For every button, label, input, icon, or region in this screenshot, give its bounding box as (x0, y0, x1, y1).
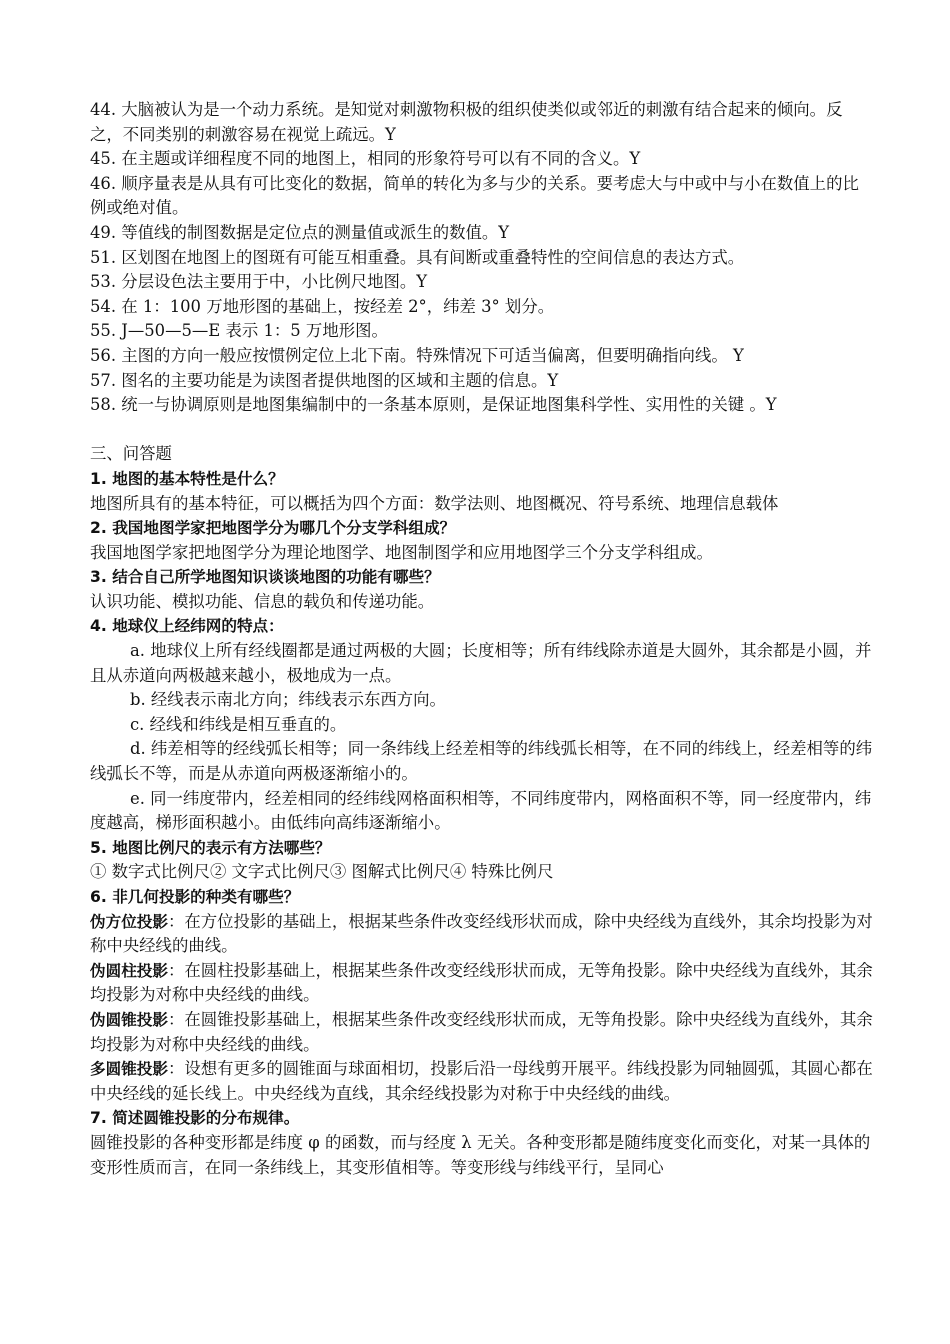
judgment-45: 45. 在主题或详细程度不同的地图上，相同的形象符号可以有不同的含义。Y (90, 149, 641, 169)
judgment-54: 54. 在 1：100 万地形图的基础上，按经差 2°，纬差 3° 划分。 (90, 296, 555, 316)
judgment-56: 56. 主图的方向一般应按惯例定位上北下南。特殊情况下可适当偏离，但要明确指向线。 Y (90, 345, 744, 365)
judgment-57: 57. 图名的主要功能是为读图者提供地图的区域和主题的信息。Y (90, 370, 559, 390)
answer-6c (90, 1008, 875, 1057)
answer-4d: d. 纬差相等的经线弧长相等；同一条纬线上经差相等的纬线弧长相等，在不同的纬线上，经差相等的纬线弧长不等，而是从赤道向两极逐渐缩小的。 (90, 739, 873, 784)
term-pseudo-conic: 伪圆锥投影 (90, 1010, 168, 1029)
answer-6c-text: ：在圆锥投影基础上，根据某些条件改变经线形状而成，无等角投影。除中央经线为直线外，其余均投影为对称中央经线的曲线。 (90, 1009, 873, 1054)
question-7: 7. 简述圆锥投影的分布规律。 (90, 1109, 300, 1128)
answer-1: 地图所具有的基本特征，可以概括为四个方面：数学法则、地图概况、符号系统、地理信息载体 (90, 493, 779, 513)
document-page (90, 98, 875, 1180)
judgment-46: 46. 顺序量表是从具有可比变化的数据，简单的转化为多与少的关系。要考虑大与中或中与小在数值上的比例或绝对值。 (90, 173, 859, 218)
answer-5: ① 数字式比例尺② 文字式比例尺③ 图解式比例尺④ 特殊比例尺 (90, 862, 554, 882)
answer-6d (90, 1057, 875, 1106)
question-5: 5. 地图比例尺的表示有方法哪些？ (90, 838, 331, 857)
judgment-51: 51. 区划图在地图上的图斑有可能互相重叠。具有间断或重叠特性的空间信息的表达方式。 (90, 247, 745, 267)
judgment-53: 53. 分层设色法主要用于中，小比例尺地图。Y (90, 272, 428, 292)
question-2: 2. 我国地图学家把地图学分为哪几个分支学科组成？ (90, 519, 456, 538)
question-3: 3. 结合自己所学地图知识谈谈地图的功能有哪些？ (90, 568, 440, 587)
answer-6b (90, 959, 875, 1008)
answer-4b: b. 经线表示南北方向；纬线表示东西方向。 (130, 690, 446, 710)
answer-4e: e. 同一纬度带内，经差相同的经纬线网格面积相等，不同纬度带内，网格面积不等，同一经度带内，纬度越高，梯形面积越小。由低纬向高纬逐渐缩小。 (90, 788, 872, 833)
spacer (90, 418, 875, 443)
question-4: 4. 地球仪上经纬网的特点： (90, 617, 284, 636)
answer-6b-text: ：在圆柱投影基础上，根据某些条件改变经线形状而成，无等角投影。除中央经线为直线外，其余均投影为对称中央经线的曲线。 (90, 960, 873, 1005)
question-6: 6. 非几何投影的种类有哪些？ (90, 888, 300, 906)
answer-4a: a. 地球仪上所有经线圈都是通过两极的大圆；长度相等；所有纬线除赤道是大圆外，其余都是小圆，并且从赤道向两极越来越小，极地成为一点。 (90, 641, 872, 685)
answer-6a (90, 910, 875, 959)
question-1: 1. 地图的基本特性是什么？ (90, 469, 284, 488)
judgment-58: 58. 统一与协调原则是地图集编制中的一条基本原则，是保证地图集科学性、实用性的关键 。Y (90, 395, 777, 415)
answer-6a-text: ：在方位投影的基础上，根据某些条件改变经线形状而成，除中央经线为直线外，其余均投影为对称中央经线的曲线。 (90, 911, 873, 956)
term-pseudo-azimuthal: 伪方位投影 (90, 912, 168, 931)
section-title: 三、问答题 (90, 444, 172, 464)
term-polyconic: 多圆锥投影 (90, 1060, 168, 1079)
judgment-55: 55. J—50—5—E 表示 1：5 万地形图。 (90, 321, 388, 341)
term-pseudo-cylindrical: 伪圆柱投影 (90, 961, 168, 980)
judgment-44: 44. 大脑被认为是一个动力系统。是知觉对刺激物积极的组织使类似或邻近的刺激有结合起来的倾向。反之，不同类别的刺激容易在视觉上疏远。Y (90, 100, 843, 144)
answer-7: 圆锥投影的各种变形都是纬度 φ 的函数，而与经度 λ 无关。各种变形都是随纬度变化而变化，对某一具体的变形性质而言，在同一条纬线上，其变形值相等。等变形线与纬线平行，呈同心 (90, 1132, 871, 1177)
answer-3: 认识功能、模拟功能、信息的载负和传递功能。 (90, 591, 435, 611)
answer-2: 我国地图学家把地图学分为理论地图学、地图制图学和应用地图学三个分支学科组成。 (90, 542, 713, 562)
answer-4c: c. 经线和纬线是相互垂直的。 (130, 714, 347, 734)
judgment-49: 49. 等值线的制图数据是定位点的测量值或派生的数值。Y (90, 222, 510, 242)
answer-6d-text: ：设想有更多的圆锥面与球面相切，投影后沿一母线剪开展平。纬线投影为同轴圆弧，其圆心都在中央经线的延长线上。中央经线为直线，其余经线投影为对称于中央经线的曲线。 (90, 1059, 873, 1103)
